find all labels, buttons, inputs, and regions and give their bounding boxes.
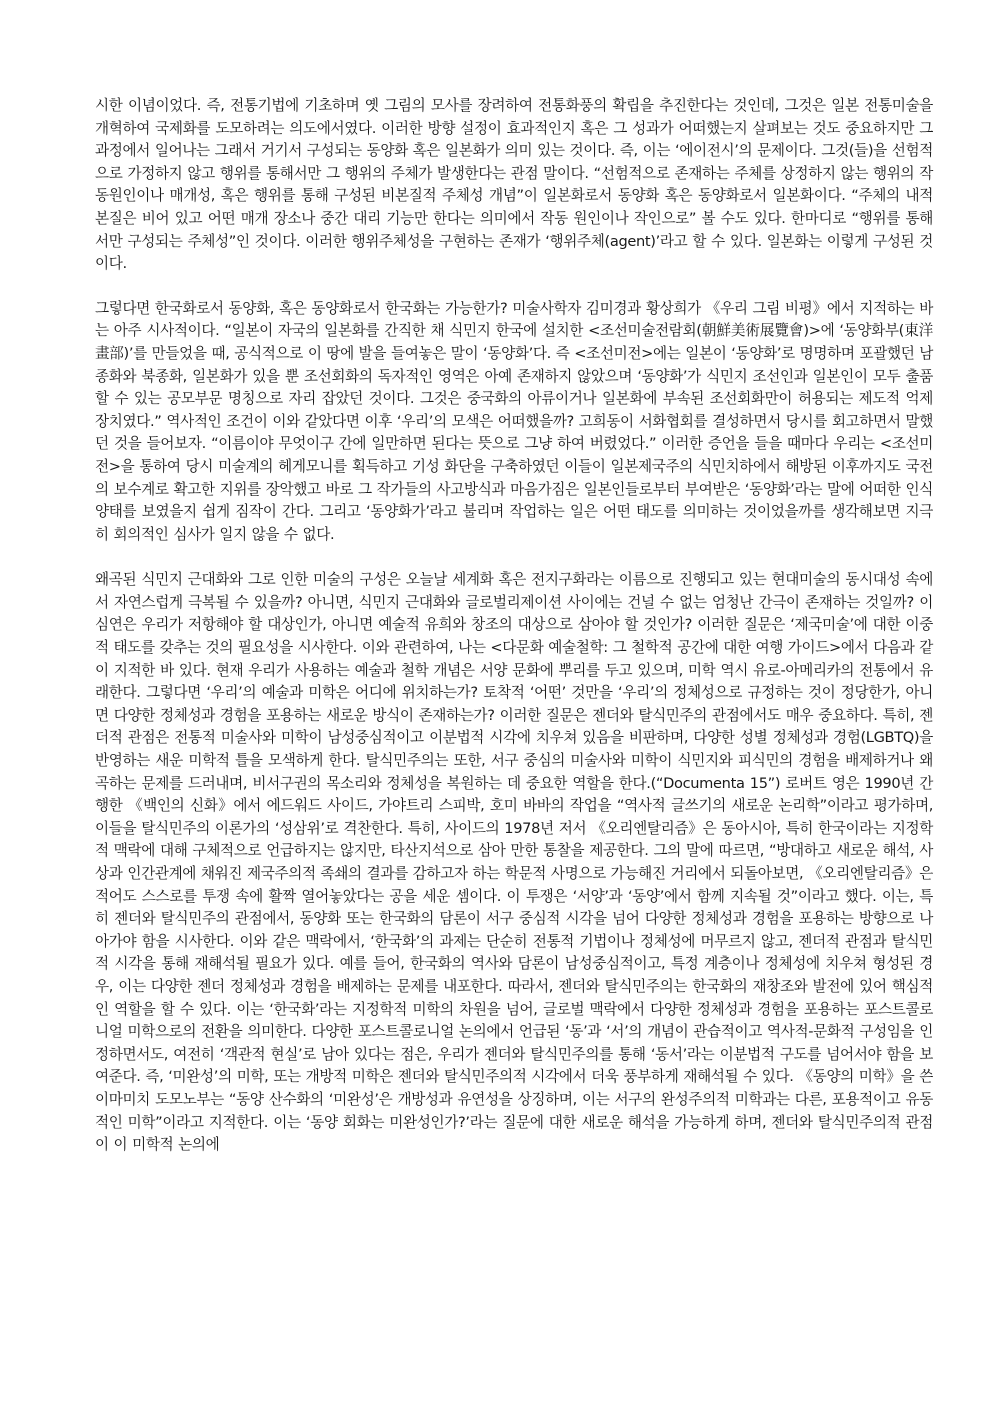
body-text	[95, 95, 933, 1179]
paragraph-2: 그렇다면 한국화로서 동양화, 혹은 동양화로서 한국화는 가능한가? 미술사학자 김미경과 황상희가 《우리 그림 비평》에서 지적하는 바는 아주 시사적이다. “일본이 자국의 일본화를 간직한 채 식민지 한국에 설치한 <조선미술전람회(朝鮮美術展覽會)>에 ‘동양화부(東洋畫部)’를 만들었을 때, 공식적으로 이 땅에 발을 들여놓은 말이 ‘동양화’다. 즉 <조선미전>에는 일본이 ‘동양화’로 명명하며 포괄했던 남종화와 북종화, 일본화가 있을 뿐 조선회화의 독자적인 영역은 아예 존재하지 않았으며 ‘동양화’가 식민지 조선인과 일본인이 모두 출품할 수 있는 공모부문 명칭으로 자리 잡았던 것이다. 그것은 중국화의 아류이거나 일본화에 부속된 조선회화만이 허용되는 제도적 억제 장치였다.” 역사적인 조건이 이와 같았다면 이후 ‘우리’의 모색은 어떠했을까? 고희동이 서화협회를 결성하면서 당시를 회고하면서 말했던 것을 들어보자. “이름이야 무엇이구 간에 일만하면 된다는 뜻으로 그냥 하여 버렸었다.” 이러한 증언을 들을 때마다 우리는 <조선미전>을 통하여 당시 미술계의 헤게모니를 획득하고 기성 화단을 구축하였던 이들이 일본제국주의 식민치하에서 해방된 이후까지도 국전의 보수계로 확고한 지위를 장악했고 바로 그 작가들의 사고방식과 마음가짐은 일본인들로부터 부여받은 ‘동양화’라는 말에 어떠한 인식 양태를 보였을지 쉽게 짐작이 간다. 그리고 ‘동양화가’라고 불리며 작업하는 일은 어떤 태도를 의미하는 것이었을까를 생각해보면 지극히 회의적인 심사가 일지 않을 수 없다.	[95, 299, 933, 543]
paragraph-3: 왜곡된 식민지 근대화와 그로 인한 미술의 구성은 오늘날 세계화 혹은 전지구화라는 이름으로 진행되고 있는 현대미술의 동시대성 속에서 자연스럽게 극복될 수 있을까? 아니면, 식민지 근대화와 글로벌리제이션 사이에는 건널 수 없는 엄청난 간극이 존재하는 것일까? 이 심연은 우리가 저항해야 할 대상인가, 아니면 예술적 유희와 창조의 대상으로 삼아야 할 것인가? 이러한 질문은 ‘제국미술’에 대한 이중적 태도를 갖추는 것의 필요성을 시사한다. 이와 관련하여, 나는 <다문화 예술철학: 그 철학적 공간에 대한 여행 가이드>에서 다음과 같이 지적한 바 있다. 현재 우리가 사용하는 예술과 철학 개념은 서양 문화에 뿌리를 두고 있으며, 미학 역시 유로-아메리카의 전통에서 유래한다. 그렇다면 ‘우리’의 예술과 미학은 어디에 위치하는가? 토착적 ‘어떤’ 것만을 ‘우리’의 정체성으로 규정하는 것이 정당한가, 아니면 다양한 정체성과 경험을 포용하는 새로운 방식이 존재하는가? 이러한 질문은 젠더와 탈식민주의 관점에서도 매우 중요하다. 특히, 젠더적 관점은 전통적 미술사와 미학이 남성중심적이고 이분법적 시각에 치우쳐 있음을 비판하며, 다양한 성별 정체성과 경험(LGBTQ)을 반영하는 새운 미학적 틀을 모색하게 한다. 탈식민주의는 또한, 서구 중심의 미술사와 미학이 식민지와 피식민의 경험을 배제하거나 왜곡하는 문제를 드러내며, 비서구권의 목소리와 정체성을 복원하는 데 중요한 역할을 한다.(“Documenta 15”) 로버트 영은 1990년 간행한 《백인의 신화》에서 에드워드 사이드, 가야트리 스피박, 호미 바바의 작업을 “역사적 글쓰기의 새로운 논리학”이라고 평가하며, 이들을 탈식민주의 이론가의 ‘성삼위’로 격찬한다. 특히, 사이드의 1978년 저서 《오리엔탈리즘》은 동아시아, 특히 한국이라는 지정학적 맥락에 대해 구체적으로 언급하지는 않지만, 타산지석으로 삼아 만한 통찰을 제공한다. 그의 말에 따르면, “방대하고 새로운 해석, 사상과 인간관계에 채워진 제국주의적 족쇄의 결과를 감하고자 하는 학문적 사명으로 가능해진 거리에서 되돌아보면, 《오리엔탈리즘》은 적어도 스스로를 투쟁 속에 활짝 열어놓았다는 공을 세운 셈이다. 이 투쟁은 ‘서양’과 ‘동양’에서 함께 지속될 것”이라고 했다. 이는, 특히 젠더와 탈식민주의 관점에서, 동양화 또는 한국화의 담론이 서구 중심적 시각을 넘어 다양한 정체성과 경험을 포용하는 방향으로 나아가야 함을 시사한다. 이와 같은 맥락에서, ‘한국화’의 과제는 단순히 전통적 기법이나 정체성에 머무르지 않고, 젠더적 관점과 탈식민적 시각을 통해 재해석될 필요가 있다. 예를 들어, 한국화의 역사와 담론이 남성중심적이고, 특정 계층이나 정체성에 치우쳐 형성된 경우, 이는 다양한 젠더 정체성과 경험을 배제하는 문제를 내포한다. 따라서, 젠더와 탈식민주의는 한국화의 재창조와 발전에 있어 핵심적인 역할을 할 수 있다. 이는 ‘한국화’라는 지정학적 미학의 차원을 넘어, 글로벌 맥락에서 다양한 정체성과 경험을 포용하는 포스트콜로니얼 미학으로의 전환을 의미한다. 다양한 포스트콜로니얼 논의에서 언급된 ‘동’과 ‘서’의 개념이 관습적이고 역사적-문화적 구성임을 인정하면서도, 여전히 ‘객관적 현실’로 남아 있다는 점은, 우리가 젠더와 탈식민주의를 통해 ‘동서’라는 이분법적 구도를 넘어서야 함을 보여준다. 즉, ‘미완성’의 미학, 또는 개방적 미학은 젠더와 탈식민주의적 시각에서 더욱 풍부하게 재해석될 수 있다. 《동양의 미학》을 쓴 이마미치 도모노부는 “동양 산수화의 ‘미완성’은 개방성과 유연성을 상징하며, 이는 서구의 완성주의적 미학과는 다른, 포용적이고 유동적인 미학”이라고 지적한다. 이는 ‘동양 회화는 미완성인가?’라는 질문에 대한 새로운 해석을 가능하게 하며, 젠더와 탈식민주의적 관점이 이 미학적 논의에	[95, 571, 933, 1154]
paragraph-1: 시한 이념이었다. 즉, 전통기법에 기초하며 옛 그림의 모사를 장려하여 전통화풍의 확립을 추진한다는 것인데, 그것은 일본 전통미술을 개혁하여 국제화를 도모하려는 의도에서였다. 이러한 방향 설정이 효과적인지 혹은 그 성과가 어떠했는지 살펴보는 것도 중요하지만 그 과정에서 일어나는 그래서 거기서 구성되는 동양화 혹은 일본화가 의미 있는 것이다. 즉, 이는 ‘에이전시’의 문제이다. 그것(들)을 선험적으로 가정하지 않고 행위를 통해서만 그 행위의 주체가 발생한다는 관점 말이다. “선험적으로 존재하는 주체를 상정하지 않는 행위의 작동원인이나 매개성, 혹은 행위를 통해 구성된 비본질적 주체성 개념”이 일본화로서 동양화 혹은 동양화로서 일본화이다. “주체의 내적 본질은 비어 있고 어떤 매개 장소나 중간 대리 기능만 한다는 의미에서 작동 원인이나 작인으로” 볼 수도 있다. 한마디로 “행위를 통해서만 구성되는 주체성”인 것이다. 이러한 행위주체성을 구현하는 존재가 ‘행위주체(agent)’라고 할 수 있다. 일본화는 이렇게 구성된 것이다.	[95, 97, 933, 273]
